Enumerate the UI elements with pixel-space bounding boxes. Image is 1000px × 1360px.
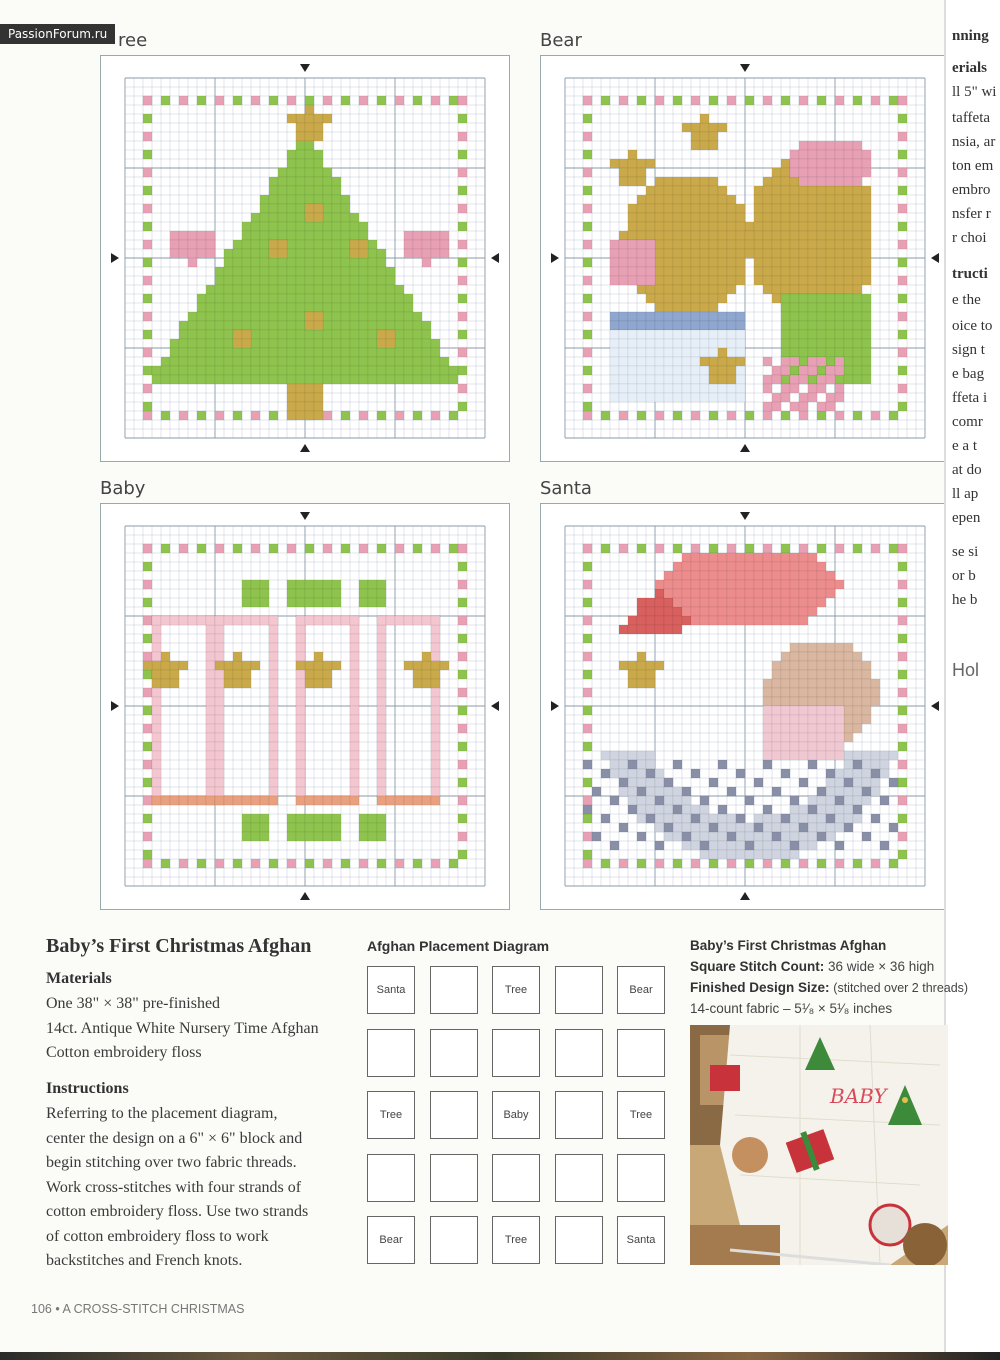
instructions-line: of cotton embroidery floss to work [46, 1227, 269, 1245]
strip-text-line: tructi [952, 266, 988, 282]
strip-text-line: erials [952, 60, 987, 76]
bear-pattern [540, 55, 950, 462]
chart-title-tree: ree [118, 30, 148, 51]
placement-diagram-title: Afghan Placement Diagram [367, 938, 550, 954]
strip-text-line: at do [952, 462, 982, 478]
strip-text-line: ton em [952, 158, 994, 174]
placement-cell [555, 1154, 603, 1202]
center-arrow-right [931, 701, 939, 711]
strip-text-line: ll ap [952, 486, 979, 502]
placement-cell [492, 1029, 540, 1077]
strip-text-line: nning [952, 28, 989, 44]
placement-cell [492, 1154, 540, 1202]
photo-baby-text: BABY [830, 1084, 887, 1108]
strip-text-line: epen [952, 510, 981, 526]
placement-cell: Bear [367, 1216, 415, 1264]
center-arrow-left [551, 701, 559, 711]
afghan-photo [690, 1025, 948, 1265]
placement-cell [430, 1029, 478, 1077]
placement-cell [430, 1154, 478, 1202]
instructions-line: cotton embroidery floss. Use two strands [46, 1203, 309, 1220]
stitch-count [690, 959, 934, 974]
center-arrow-right [491, 253, 499, 263]
center-arrow-bottom [300, 892, 310, 900]
center-arrow-top [300, 512, 310, 520]
strip-text-line: e bag [952, 366, 985, 382]
center-arrow-bottom [740, 444, 750, 452]
placement-cell [617, 1029, 665, 1077]
stitch-count-value: 36 wide × 36 high [828, 959, 935, 974]
strip-text-line: se si [952, 544, 979, 560]
placement-cell: Tree [492, 1216, 540, 1264]
instructions-line: Referring to the placement diagram, [46, 1105, 278, 1122]
strip-text-line: e the [952, 292, 981, 308]
center-arrow-left [551, 253, 559, 263]
stitch-count-label: Square Stitch Count: [690, 959, 825, 974]
strip-text-line: comr [952, 414, 983, 430]
strip-text-line: nsfer r [952, 206, 991, 222]
adjacent-page-strip [944, 0, 1000, 1360]
santa-pattern [540, 503, 950, 910]
info-title: Baby’s First Christmas Afghan [690, 938, 887, 953]
fabric-size: 14-count fabric – 5¹⁄₈ × 5¹⁄₈ inches [690, 1001, 893, 1016]
chart-title-baby: Baby [100, 478, 146, 499]
materials-line: Cotton embroidery floss [46, 1044, 202, 1061]
page-bottom-edge [0, 1352, 1000, 1360]
placement-cell [555, 1216, 603, 1264]
instructions-text [46, 1102, 346, 1274]
strip-text-line: sign t [952, 342, 985, 358]
page-footer: 106 • A CROSS-STITCH CHRISTMAS [31, 1302, 245, 1316]
strip-text-line: taffeta [952, 110, 991, 126]
placement-cell [430, 1216, 478, 1264]
placement-cell [430, 966, 478, 1014]
strip-text-line: or b [952, 568, 976, 584]
materials-list [46, 992, 346, 1066]
placement-cell [430, 1091, 478, 1139]
instructions-line: backstitches and French knots. [46, 1252, 243, 1269]
strip-text-line: e a t [952, 438, 977, 454]
placement-cell [367, 1029, 415, 1077]
chart-title-bear: Bear [540, 30, 582, 51]
placement-cell [555, 966, 603, 1014]
placement-cell: Bear [617, 966, 665, 1014]
materials-label: Materials [46, 970, 112, 987]
design-size [690, 980, 968, 995]
placement-cell: Tree [492, 966, 540, 1014]
baby-pattern [100, 503, 510, 910]
placement-cell [367, 1154, 415, 1202]
placement-cell [555, 1091, 603, 1139]
instructions-line: begin stitching over two fabric threads. [46, 1154, 297, 1171]
strip-text-line: nsia, ar [952, 134, 996, 150]
materials-line: 14ct. Antique White Nursery Time Afghan [46, 1019, 319, 1037]
center-arrow-right [491, 701, 499, 711]
strip-text-line: embro [952, 182, 991, 198]
strip-text-line: ll 5" wi [952, 84, 997, 100]
section-title: Baby’s First Christmas Afghan [46, 935, 312, 957]
placement-cell [617, 1154, 665, 1202]
center-arrow-left [111, 253, 119, 263]
placement-cell: Tree [617, 1091, 665, 1139]
design-size-value: (stitched over 2 threads) [833, 981, 969, 995]
instructions-line: center the design on a 6" × 6" block and [46, 1129, 303, 1147]
center-arrow-top [740, 512, 750, 520]
tree-pattern [100, 55, 510, 462]
materials-line: One 38" × 38" pre-finished [46, 995, 221, 1012]
center-arrow-left [111, 701, 119, 711]
placement-cell [555, 1029, 603, 1077]
strip-text-line: Hol [952, 660, 980, 680]
strip-text-line: r choi [952, 230, 987, 246]
strip-text-line: he b [952, 592, 978, 608]
chart-title-santa: Santa [540, 478, 592, 499]
placement-cell: Santa [617, 1216, 665, 1264]
center-arrow-bottom [740, 892, 750, 900]
placement-cell: Baby [492, 1091, 540, 1139]
instructions-line: Work cross-stitches with four strands of [46, 1178, 302, 1196]
center-arrow-bottom [300, 444, 310, 452]
watermark: PassionForum.ru [0, 24, 115, 44]
center-arrow-right [931, 253, 939, 263]
design-size-label: Finished Design Size: [690, 980, 830, 995]
placement-cell: Tree [367, 1091, 415, 1139]
strip-text-line: oice to [952, 318, 993, 334]
placement-cell: Santa [367, 966, 415, 1014]
center-arrow-top [300, 64, 310, 72]
strip-text-line: ffeta i [952, 390, 988, 406]
center-arrow-top [740, 64, 750, 72]
instructions-label: Instructions [46, 1080, 129, 1097]
